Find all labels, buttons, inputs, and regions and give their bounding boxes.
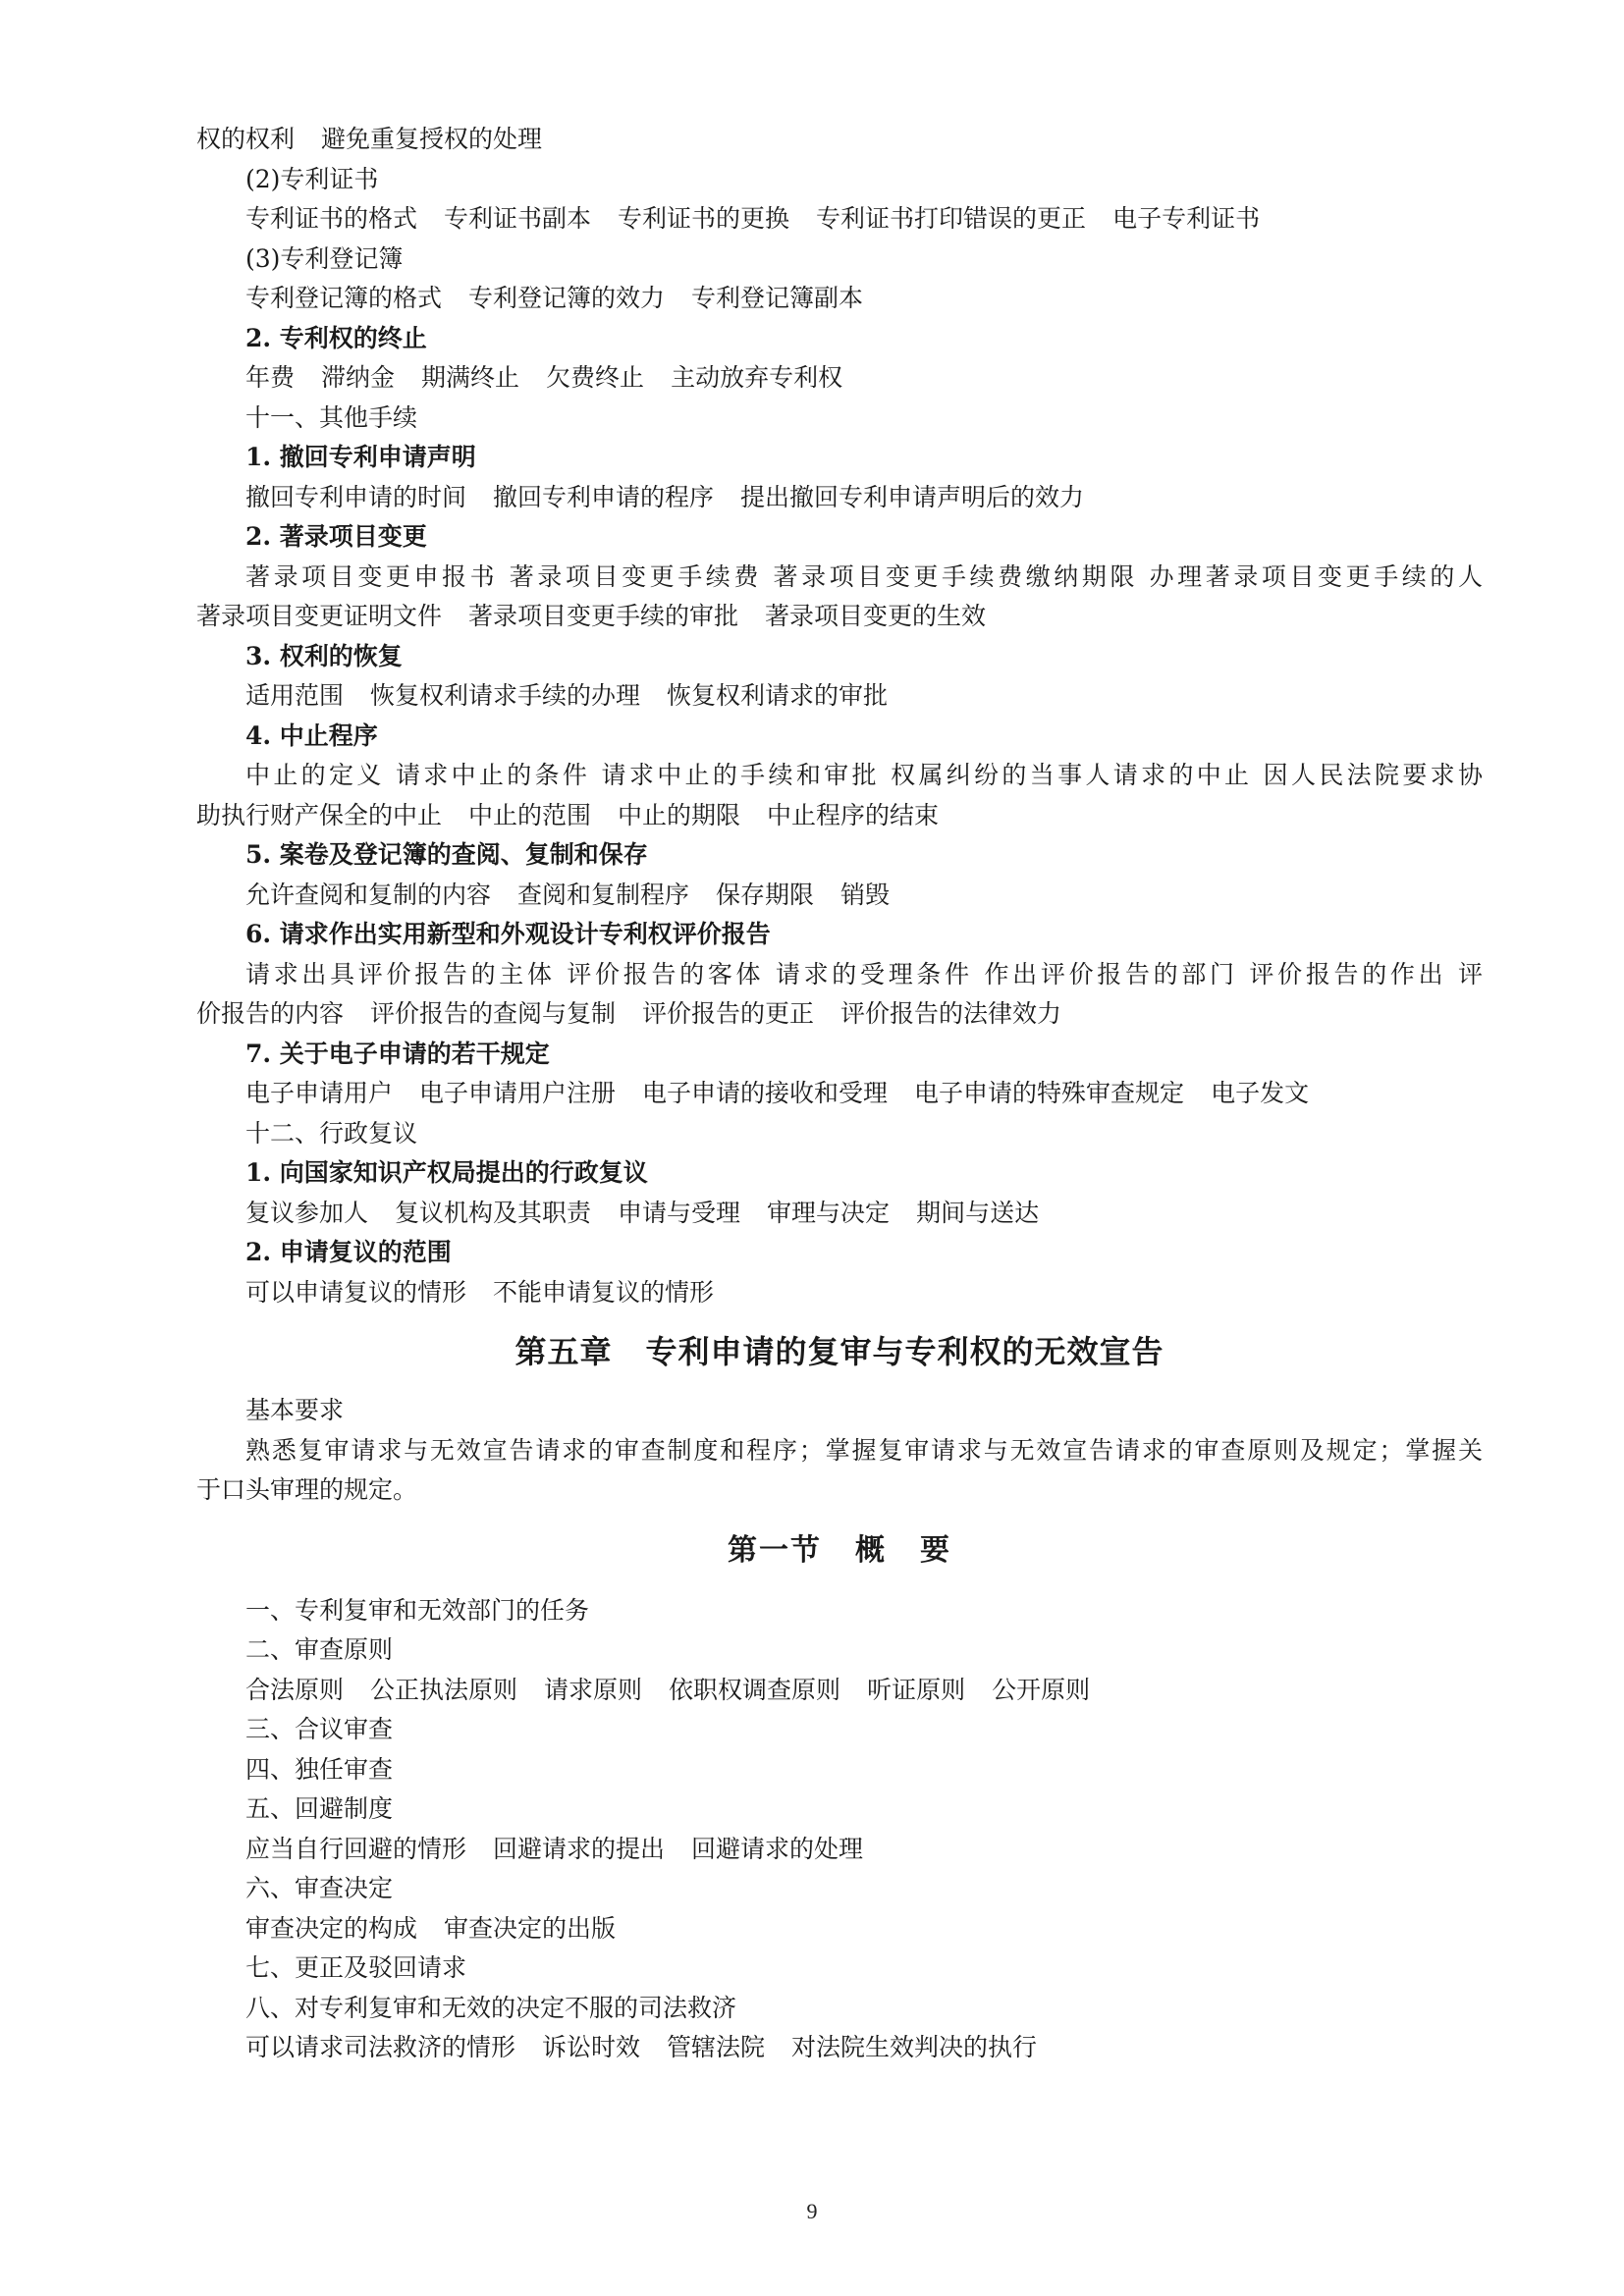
term-text: 听证原则 bbox=[867, 1675, 966, 1704]
term-text: 专利证书副本 bbox=[444, 204, 592, 233]
term-text: 三、合议审查 bbox=[245, 1715, 394, 1743]
text-line bbox=[196, 756, 1483, 796]
term-text: 中止的期限 bbox=[618, 800, 741, 829]
subheading-line bbox=[196, 1153, 1483, 1194]
text-line bbox=[196, 160, 1483, 200]
text-line bbox=[196, 1194, 1483, 1234]
term-text: 请求的受理条件 bbox=[775, 959, 973, 988]
text-line bbox=[196, 955, 1483, 995]
subheading-line bbox=[196, 319, 1483, 359]
subheading-line bbox=[196, 915, 1483, 955]
text-line bbox=[196, 1909, 1483, 1949]
term-text: 权的权利 bbox=[196, 125, 296, 153]
term-text: 四、独任审查 bbox=[245, 1754, 394, 1784]
text-line bbox=[196, 1630, 1483, 1671]
term-text: 专利证书的更换 bbox=[618, 204, 790, 233]
term-text: 可以申请复议的情形 bbox=[245, 1277, 467, 1307]
term-text: 著录项目变更证明文件 bbox=[196, 602, 443, 630]
term-text: 十一、其他手续 bbox=[245, 402, 418, 432]
text-line bbox=[196, 399, 1483, 439]
term-text: 保存期限 bbox=[716, 880, 815, 909]
term-text: 1. 向国家知识产权局提出的行政复议 bbox=[245, 1158, 648, 1187]
term-text: 电子申请用户注册 bbox=[419, 1079, 617, 1107]
chapter-heading bbox=[196, 1312, 1483, 1391]
text-line bbox=[196, 358, 1483, 399]
term-text: 诉讼时效 bbox=[542, 2033, 641, 2061]
term-text: 著录项目变更手续费 bbox=[509, 561, 762, 591]
subheading-line bbox=[196, 835, 1483, 876]
term-text: 恢复权利请求手续的办理 bbox=[370, 681, 641, 710]
term-text: 管辖法院 bbox=[667, 2033, 766, 2061]
term-text: 中止的范围 bbox=[468, 800, 592, 829]
term-text: 请求原则 bbox=[544, 1675, 643, 1704]
term-text: 电子申请的接收和受理 bbox=[642, 1079, 889, 1107]
term-text: 合法原则 bbox=[245, 1675, 345, 1704]
term-text: 审查决定的出版 bbox=[444, 1913, 617, 1943]
subheading-line bbox=[196, 1233, 1483, 1273]
term-text: 6. 请求作出实用新型和外观设计专利权评价报告 bbox=[245, 920, 771, 948]
term-text: 要 bbox=[920, 1532, 951, 1568]
term-text: 公正执法原则 bbox=[370, 1675, 518, 1704]
term-text: 中止程序的结束 bbox=[767, 800, 940, 829]
term-text: 适用范围 bbox=[245, 681, 345, 710]
term-text: 查阅和复制程序 bbox=[517, 880, 690, 909]
term-text: 专利证书的格式 bbox=[245, 204, 418, 233]
term-text: 可以请求司法救济的情形 bbox=[245, 2033, 516, 2061]
term-text: 回避请求的处理 bbox=[691, 1834, 864, 1863]
text-line bbox=[196, 1391, 1483, 1431]
term-text: 于口头审理的规定。 bbox=[196, 1475, 418, 1504]
term-text: 助执行财产保全的中止 bbox=[196, 800, 443, 829]
subheading-line bbox=[196, 438, 1483, 478]
text-line bbox=[196, 597, 1483, 637]
term-text: 中止的定义 bbox=[245, 761, 385, 789]
subheading-line bbox=[196, 637, 1483, 677]
term-text: 依职权调查原则 bbox=[669, 1675, 841, 1704]
term-text: 权属纠纷的当事人请求的中止 bbox=[891, 761, 1253, 789]
text-line bbox=[196, 279, 1483, 319]
text-line bbox=[196, 1671, 1483, 1711]
text-line bbox=[196, 1989, 1483, 2029]
term-text: 对法院生效判决的执行 bbox=[791, 2033, 1038, 2061]
term-text: 7. 关于电子申请的若干规定 bbox=[245, 1039, 550, 1068]
term-text: 办理著录项目变更手续的人 bbox=[1149, 561, 1483, 591]
text-line bbox=[196, 796, 1483, 836]
term-text: 电子申请的特殊审查规定 bbox=[914, 1079, 1185, 1107]
term-text: 第五章 bbox=[514, 1333, 613, 1370]
term-text: 欠费终止 bbox=[546, 363, 645, 392]
term-text: 著录项目变更手续费缴纳期限 bbox=[773, 561, 1139, 591]
term-text: 概 bbox=[855, 1532, 887, 1568]
term-text: 作出评价报告的部门 bbox=[984, 959, 1238, 988]
term-text: 1. 撤回专利申请声明 bbox=[245, 443, 476, 471]
subheading-line bbox=[196, 1035, 1483, 1075]
text-line bbox=[196, 1789, 1483, 1830]
term-text: 4. 中止程序 bbox=[245, 721, 378, 750]
term-text: 专利登记簿副本 bbox=[691, 284, 864, 312]
term-text: 著录项目变更的生效 bbox=[765, 602, 987, 630]
term-text: 评价报告的客体 bbox=[567, 959, 765, 988]
text-line bbox=[196, 1869, 1483, 1909]
term-text: 请求出具评价报告的主体 bbox=[245, 959, 556, 988]
term-text: 审理与决定 bbox=[767, 1198, 891, 1227]
term-text: 评价报告的法律效力 bbox=[840, 999, 1062, 1028]
text-line bbox=[196, 1830, 1483, 1870]
term-text: 七、更正及驳回请求 bbox=[245, 1953, 467, 1982]
term-text: 基本要求 bbox=[245, 1396, 345, 1424]
term-text: 著录项目变更手续的审批 bbox=[468, 602, 739, 630]
subheading-line bbox=[196, 717, 1483, 757]
term-text: 2. 著录项目变更 bbox=[245, 522, 427, 551]
text-line bbox=[196, 240, 1483, 280]
text-line bbox=[196, 1114, 1483, 1154]
term-text: 电子专利证书 bbox=[1112, 204, 1261, 233]
term-text: 电子申请用户 bbox=[245, 1079, 394, 1107]
term-text: 不能申请复议的情形 bbox=[493, 1277, 715, 1307]
section-heading bbox=[196, 1511, 1483, 1591]
subheading-line bbox=[196, 517, 1483, 558]
term-text: (3)专利登记簿 bbox=[245, 243, 404, 273]
term-text: 评价报告的更正 bbox=[642, 999, 815, 1028]
term-text: 熟悉复审请求与无效宣告请求的审查制度和程序；掌握复审请求与无效宣告请求的审查原则及规定；掌握关 bbox=[245, 1435, 1483, 1465]
term-text: 十二、行政复议 bbox=[245, 1118, 418, 1148]
text-line bbox=[196, 1591, 1483, 1631]
term-text: 期满终止 bbox=[421, 363, 520, 392]
text-line bbox=[196, 120, 1483, 160]
term-text: 二、审查原则 bbox=[245, 1635, 394, 1664]
term-text: 审查决定的构成 bbox=[245, 1913, 418, 1943]
text-line bbox=[196, 1710, 1483, 1750]
term-text: 请求中止的手续和审批 bbox=[601, 761, 880, 789]
text-line bbox=[196, 994, 1483, 1035]
term-text: 5. 案卷及登记簿的查阅、复制和保存 bbox=[245, 840, 648, 869]
term-text: 2. 申请复议的范围 bbox=[245, 1238, 452, 1266]
term-text: 复议机构及其职责 bbox=[395, 1198, 592, 1227]
term-text: 专利证书打印错误的更正 bbox=[816, 204, 1087, 233]
text-line bbox=[196, 2028, 1483, 2068]
term-text: 期间与送达 bbox=[916, 1198, 1040, 1227]
term-text: 六、审查决定 bbox=[245, 1874, 394, 1902]
text-line bbox=[196, 1470, 1483, 1511]
text-line bbox=[196, 1949, 1483, 1989]
term-text: 回避请求的提出 bbox=[493, 1834, 666, 1863]
term-text: 恢复权利请求的审批 bbox=[667, 681, 889, 710]
text-line bbox=[196, 1750, 1483, 1790]
term-text: 2. 专利权的终止 bbox=[245, 323, 427, 352]
term-text: 专利申请的复审与专利权的无效宣告 bbox=[645, 1333, 1164, 1370]
term-text: 专利登记簿的效力 bbox=[468, 284, 666, 312]
term-text: 专利登记簿的格式 bbox=[245, 284, 443, 312]
term-text: 评价报告的查阅与复制 bbox=[370, 999, 617, 1028]
term-text: 一、专利复审和无效部门的任务 bbox=[245, 1595, 590, 1625]
text-line bbox=[196, 558, 1483, 598]
term-text: 申请与受理 bbox=[618, 1198, 741, 1227]
term-text: 避免重复授权的处理 bbox=[321, 125, 543, 153]
term-text: (2)专利证书 bbox=[245, 164, 379, 193]
term-text: 撤回专利申请的时间 bbox=[245, 482, 467, 511]
term-text: 五、回避制度 bbox=[245, 1794, 394, 1823]
page-number: 9 bbox=[806, 2199, 818, 2223]
text-line bbox=[196, 676, 1483, 717]
text-line bbox=[196, 876, 1483, 916]
term-text: 电子发文 bbox=[1211, 1079, 1310, 1107]
term-text: 价报告的内容 bbox=[196, 999, 345, 1028]
term-text: 复议参加人 bbox=[245, 1198, 369, 1227]
term-text: 公开原则 bbox=[992, 1675, 1091, 1704]
term-text: 因人民法院要求协 bbox=[1263, 761, 1483, 789]
term-text: 评 bbox=[1457, 959, 1483, 988]
term-text: 年费 bbox=[245, 363, 296, 392]
term-text: 3. 权利的恢复 bbox=[245, 641, 403, 670]
term-text: 著录项目变更申报书 bbox=[245, 561, 499, 591]
term-text: 撤回专利申请的程序 bbox=[493, 482, 715, 511]
term-text: 销毁 bbox=[840, 880, 891, 909]
text-line bbox=[196, 199, 1483, 240]
term-text: 允许查阅和复制的内容 bbox=[245, 880, 492, 909]
text-line bbox=[196, 1431, 1483, 1471]
term-text: 八、对专利复审和无效的决定不服的司法救济 bbox=[245, 1993, 737, 2022]
text-line bbox=[196, 478, 1483, 518]
term-text: 请求中止的条件 bbox=[395, 761, 591, 789]
term-text: 滞纳金 bbox=[321, 363, 396, 392]
text-line bbox=[196, 1273, 1483, 1313]
term-text: 第一节 bbox=[728, 1532, 822, 1568]
document-page bbox=[196, 120, 1483, 2068]
text-line bbox=[196, 1074, 1483, 1114]
term-text: 主动放弃专利权 bbox=[671, 363, 843, 392]
term-text: 提出撤回专利申请声明后的效力 bbox=[740, 482, 1085, 511]
term-text: 应当自行回避的情形 bbox=[245, 1834, 467, 1863]
term-text: 评价报告的作出 bbox=[1249, 959, 1447, 988]
